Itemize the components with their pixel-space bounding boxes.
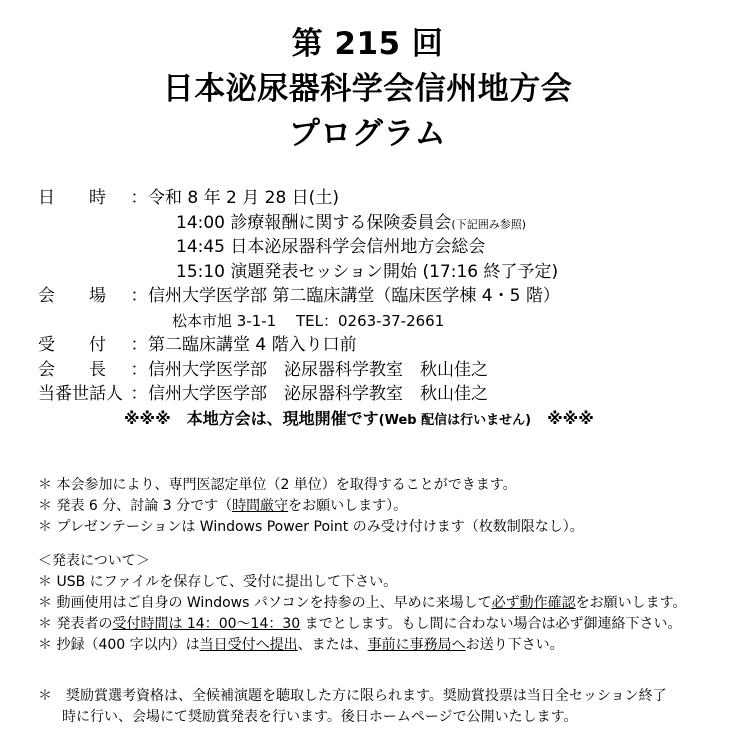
- note-item: [38, 614, 728, 635]
- venue-value: 信州大学医学部 第二臨床講堂（臨床医学棟 4・5 階）: [148, 286, 560, 306]
- presentation-notes: [38, 551, 728, 656]
- note-item: ＊ 本会参加により、専門医認定単位（2 単位）を取得することができます。: [38, 477, 517, 493]
- schedule-item: [38, 235, 728, 260]
- title-program: プログラム: [288, 116, 447, 152]
- host-row: [38, 382, 728, 407]
- colon: ：: [130, 359, 148, 380]
- reception-value: 第二臨床講堂 4 階入り口前: [148, 335, 357, 355]
- award-note-line: 時に行い、会場にて奨励賞発表を行います。後日ホームページで公開いたします。: [62, 709, 578, 725]
- colon: ：: [130, 335, 148, 355]
- colon: ：: [130, 188, 148, 208]
- award-notes: [38, 686, 728, 728]
- host-value: 信州大学医学部 泌尿器科学教室 秋山佳之: [148, 384, 488, 404]
- venue-address: 松本市旭 3-1-1 TEL：0263-37-2661: [172, 311, 445, 330]
- notice-main: ※※※ 本地方会は、現地開催です: [124, 408, 379, 428]
- note-text: 、または、: [297, 637, 368, 653]
- note-text: ＊ 発表者の: [38, 616, 113, 632]
- colon: ：: [130, 384, 148, 404]
- note-item: [38, 496, 728, 517]
- reception-row: [38, 333, 728, 358]
- chair-value: 信州大学医学部 泌尿器科学教室 秋山佳之: [148, 359, 488, 380]
- title-session-number: 第 215 回: [291, 26, 444, 62]
- host-label: 当番世話人: [38, 384, 123, 404]
- schedule-note: (下記囲み参照): [451, 217, 526, 231]
- colon: ：: [130, 286, 148, 306]
- chair-row: [38, 358, 728, 383]
- date-value: 令和 8 年 2 月 28 日(土): [148, 188, 339, 208]
- note-emphasis: 事前に事務局へ: [367, 637, 466, 653]
- onsite-notice: [38, 407, 728, 432]
- note-text: ＊ 動画使用はご自身の Windows パソコンを持参の上、早めに来場して: [38, 595, 492, 611]
- venue-label: 会 場: [38, 286, 106, 306]
- schedule-text: 15:10 演題発表セッション開始 (17:16 終了予定): [176, 261, 559, 282]
- date-label: 日 時: [38, 188, 106, 208]
- note-emphasis: 必ず動作確認: [491, 595, 576, 611]
- note-text: お送り下さい。: [465, 637, 564, 653]
- schedule-text: 14:45 日本泌尿器科学会信州地方会総会: [176, 237, 486, 257]
- note-item: [38, 572, 728, 593]
- note-text: までとします。もし間に合わない場合は必ず御連絡下さい。: [300, 616, 682, 632]
- notice-web: (Web 配信は行いません): [378, 412, 532, 428]
- note-item: [38, 593, 728, 614]
- note-emphasis: 受付時間は 14：00～14：30: [112, 616, 301, 632]
- note-text: をお願いします。: [575, 595, 687, 611]
- note-text: ＊ 発表 6 分、討論 3 分です（: [38, 498, 233, 514]
- note-emphasis: 当日受付へ提出: [199, 637, 298, 653]
- notice-end: ※※※: [531, 408, 594, 428]
- presentation-heading: ＜発表について＞: [38, 553, 150, 569]
- title-block: [0, 22, 735, 157]
- venue-row: [38, 284, 728, 309]
- note-text: ＊ USB にファイルを保存して、受付に提出して下さい。: [38, 574, 398, 590]
- note-emphasis: 時間厳守: [232, 498, 289, 514]
- note-item: ＊ プレゼンテーションは Windows Power Point のみ受け付けます（枚数制限なし）。: [38, 519, 584, 535]
- note-text: ＊ 抄録（400 字以内）は: [38, 637, 200, 653]
- schedule-item: [38, 260, 728, 285]
- award-note-line: ＊ 奨励賞選考資格は、全候補演題を聴取した方に限られます。奨励賞投票は当日全セッション終了: [38, 688, 667, 704]
- schedule-item: [38, 211, 728, 236]
- reception-label: 受 付: [38, 335, 106, 355]
- note-text: をお願いします）。: [288, 498, 408, 514]
- date-row: [38, 186, 728, 211]
- note-item: [38, 635, 728, 656]
- title-society-name: 日本泌尿器科学会信州地方会: [162, 71, 573, 107]
- chair-label: 会 長: [38, 359, 106, 380]
- schedule-text: 14:00 診療報酬に関する保険委員会: [176, 212, 452, 233]
- general-notes: [38, 475, 728, 538]
- meeting-info: [38, 186, 728, 431]
